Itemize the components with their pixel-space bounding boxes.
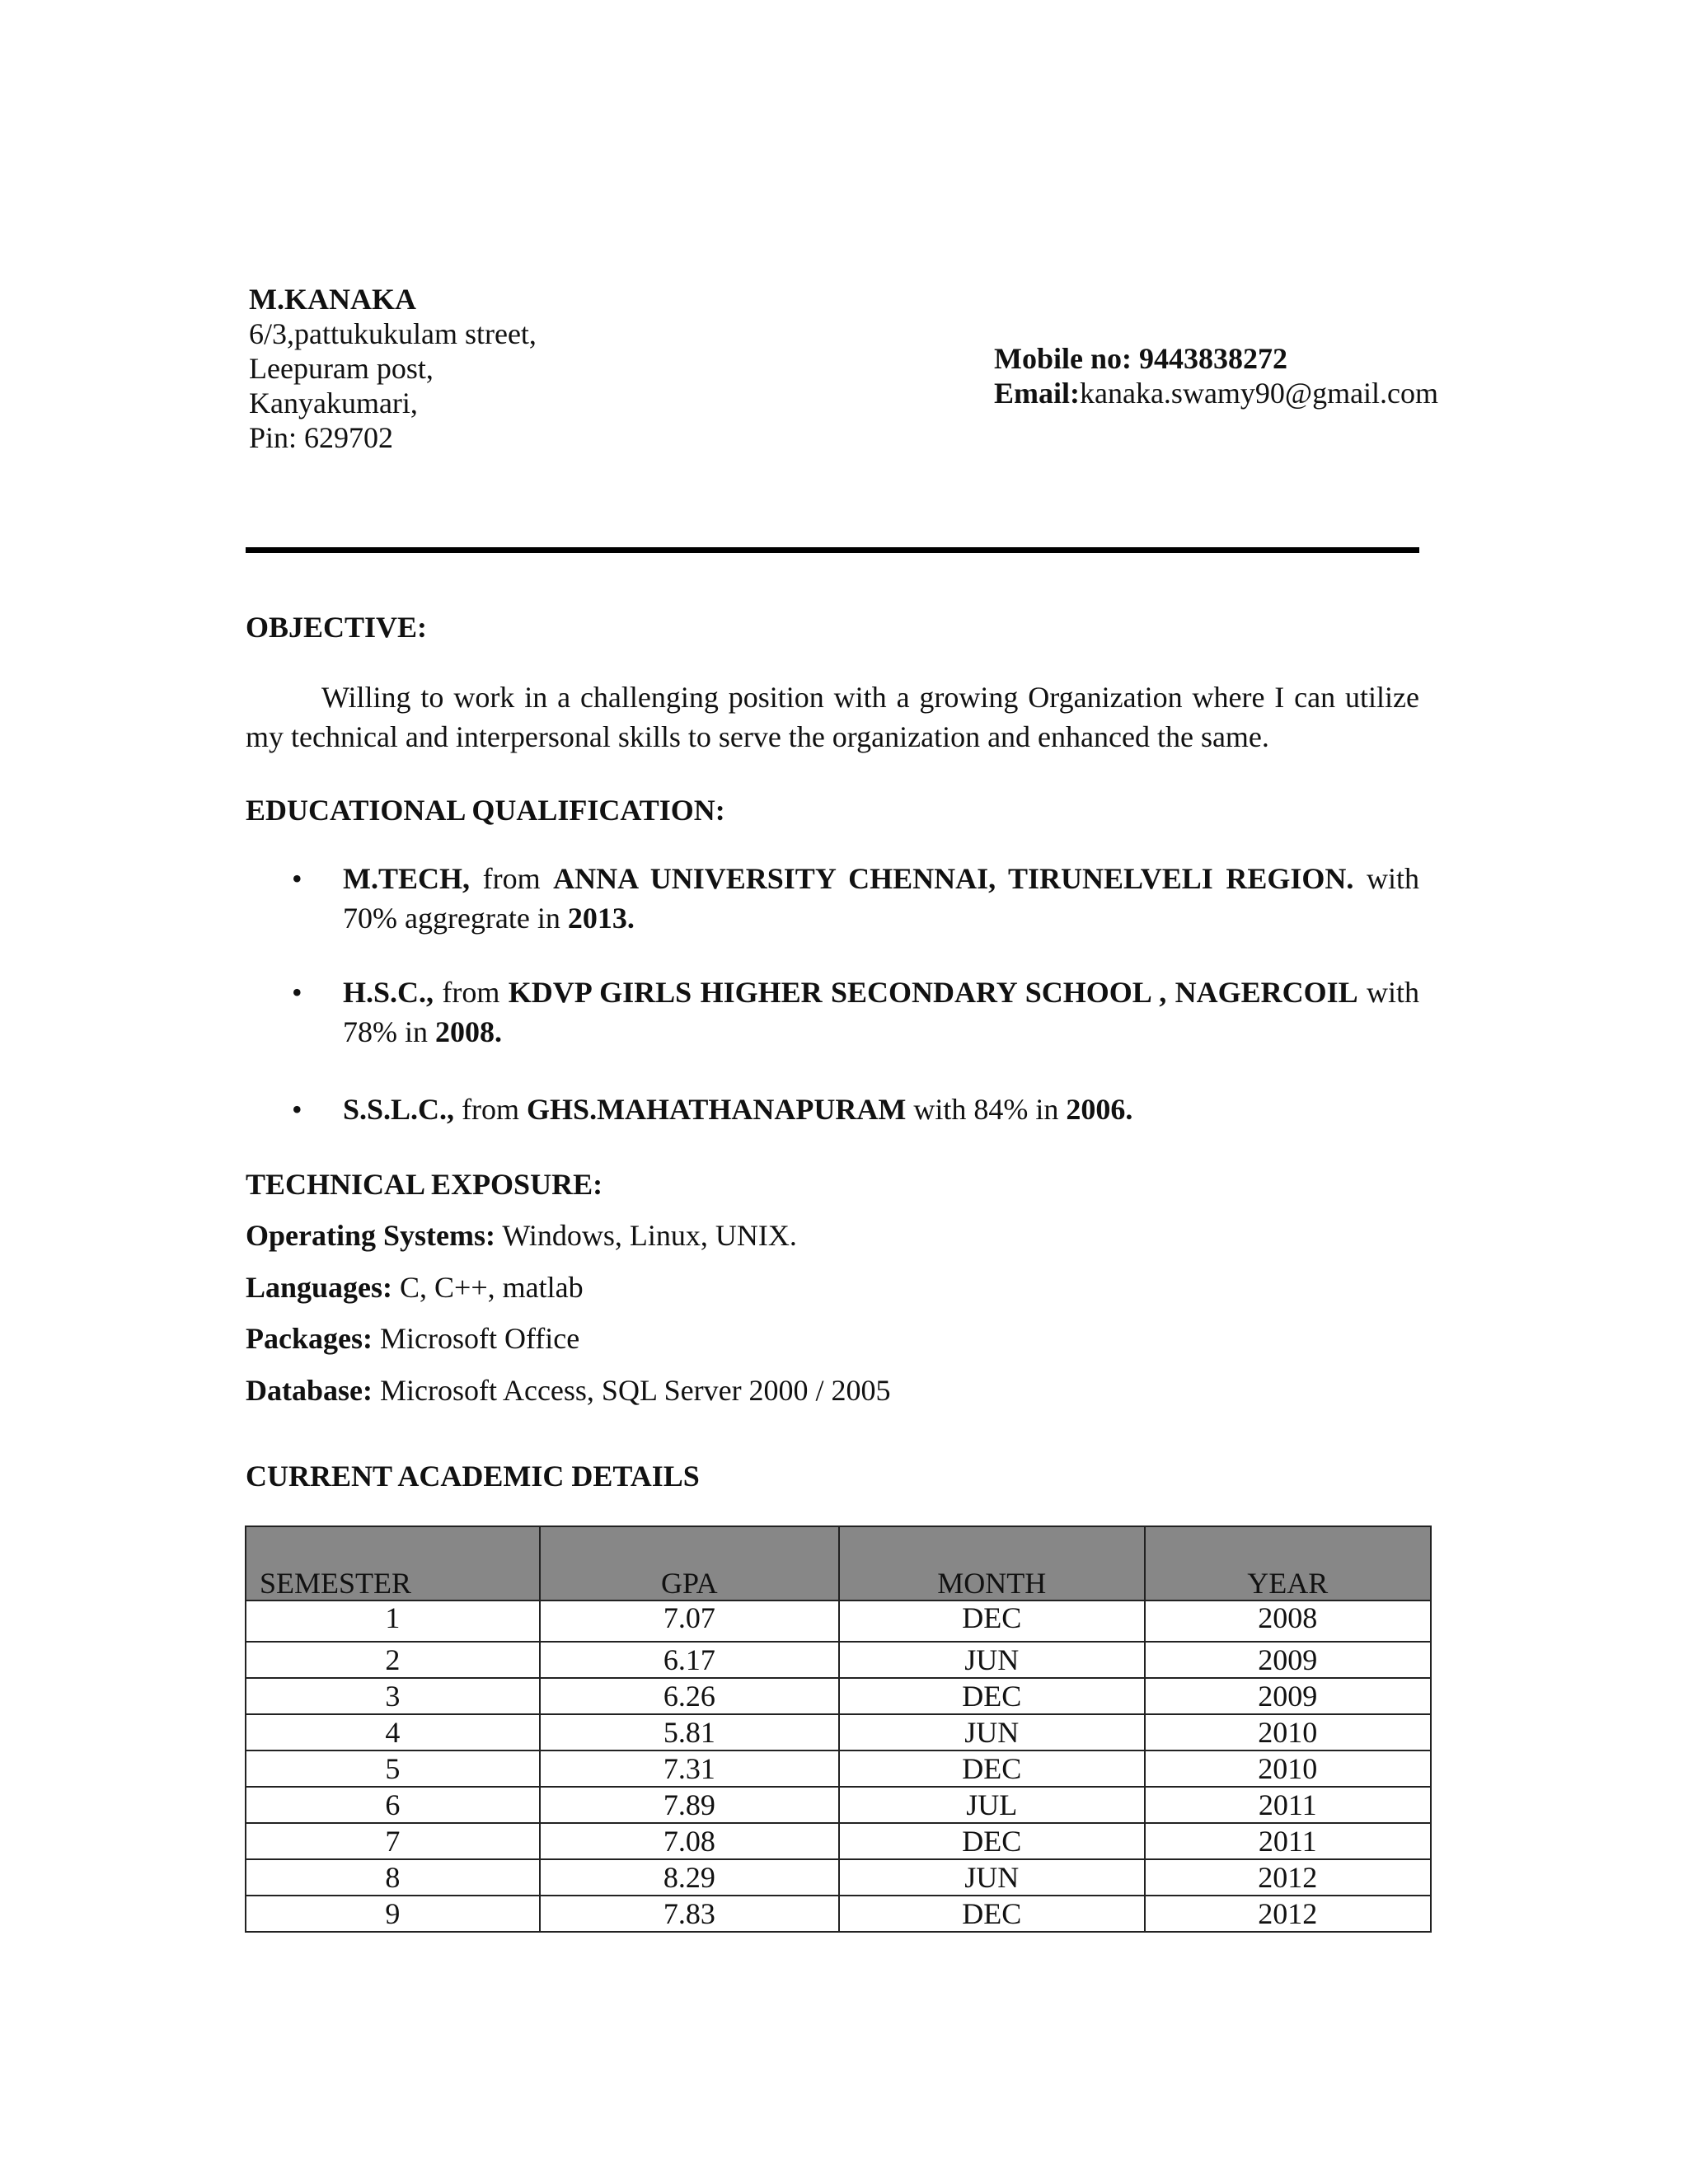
column-header-gpa: GPA: [540, 1526, 839, 1601]
cell-year: 2010: [1145, 1714, 1432, 1750]
degree: M.TECH,: [343, 862, 471, 895]
bullet-icon: •: [292, 862, 302, 895]
table-row: [246, 1787, 1431, 1823]
column-header-semester: SEMESTER: [246, 1526, 540, 1601]
table-row: [246, 1642, 1431, 1678]
education-item-text: [343, 1090, 1419, 1129]
cell-gpa: 5.81: [540, 1714, 839, 1750]
cell-semester: 7: [246, 1823, 540, 1859]
score-text: with 84% in: [906, 1093, 1067, 1126]
cell-month: JUN: [839, 1642, 1144, 1678]
score-text: with 70% aggregrate in: [343, 862, 1419, 935]
cell-gpa: 6.26: [540, 1678, 839, 1714]
tech-value: C, C++, matlab: [392, 1271, 584, 1304]
cell-month: DEC: [839, 1896, 1144, 1932]
cell-gpa: 7.07: [540, 1601, 839, 1642]
cell-gpa: 6.17: [540, 1642, 839, 1678]
cell-month: DEC: [839, 1678, 1144, 1714]
year: 2006.: [1066, 1093, 1133, 1126]
academic-table-body: [246, 1601, 1431, 1932]
cell-semester: 5: [246, 1750, 540, 1787]
cell-year: 2009: [1145, 1642, 1432, 1678]
tech-label: Packages:: [246, 1322, 373, 1355]
cell-month: DEC: [839, 1750, 1144, 1787]
column-header-year: YEAR: [1145, 1526, 1432, 1601]
education-item: [292, 859, 1419, 938]
bullet-icon: •: [292, 976, 302, 1009]
email-label: Email:: [994, 377, 1080, 410]
address-pin: Pin: 629702: [249, 421, 394, 454]
tech-database: [246, 1373, 891, 1408]
degree: H.S.C.,: [343, 976, 434, 1009]
tech-label: Database:: [246, 1374, 373, 1407]
cell-year: 2010: [1145, 1750, 1432, 1787]
cell-gpa: 7.08: [540, 1823, 839, 1859]
from-text: from: [470, 862, 554, 895]
cell-year: 2012: [1145, 1896, 1432, 1932]
cell-semester: 3: [246, 1678, 540, 1714]
cell-gpa: 7.83: [540, 1896, 839, 1932]
tech-value: Windows, Linux, UNIX.: [495, 1219, 797, 1252]
address-line: Leepuram post,: [249, 352, 434, 385]
education-item: [292, 972, 1419, 1052]
email-line: [994, 376, 1438, 410]
education-item: [292, 1090, 1419, 1129]
cell-month: DEC: [839, 1823, 1144, 1859]
academic-heading: CURRENT ACADEMIC DETAILS: [246, 1460, 700, 1493]
institution: ANNA UNIVERSITY CHENNAI, TIRUNELVELI REGION.: [553, 862, 1354, 895]
institution: KDVP GIRLS HIGHER SECONDARY SCHOOL , NAGERCOIL: [508, 976, 1358, 1009]
table-header-row: [246, 1526, 1431, 1601]
mobile-value: 9443838272: [1139, 342, 1287, 375]
tech-label: Operating Systems:: [246, 1219, 495, 1252]
cell-semester: 1: [246, 1601, 540, 1642]
cell-month: JUL: [839, 1787, 1144, 1823]
tech-value: Microsoft Office: [372, 1322, 580, 1355]
cell-semester: 6: [246, 1787, 540, 1823]
from-text: from: [434, 976, 509, 1009]
cell-year: 2009: [1145, 1678, 1432, 1714]
cell-gpa: 8.29: [540, 1859, 839, 1896]
candidate-name: M.KANAKA: [249, 283, 416, 316]
education-item-text: [343, 972, 1419, 1052]
table-row: [246, 1601, 1431, 1642]
table-row: [246, 1859, 1431, 1896]
tech-label: Languages:: [246, 1271, 393, 1304]
cell-year: 2008: [1145, 1601, 1432, 1642]
year: 2013.: [567, 902, 635, 935]
objective-heading: OBJECTIVE:: [246, 611, 428, 644]
column-header-month: MONTH: [839, 1526, 1144, 1601]
tech-languages: [246, 1270, 584, 1305]
tech-packages: [246, 1321, 579, 1356]
tech-operating-systems: [246, 1218, 797, 1253]
institution: GHS.MAHATHANAPURAM: [527, 1093, 907, 1126]
cell-year: 2011: [1145, 1787, 1432, 1823]
cell-semester: 9: [246, 1896, 540, 1932]
academic-table: [245, 1526, 1432, 1933]
contact-block: [994, 341, 1438, 410]
education-item-text: [343, 859, 1419, 938]
table-row: [246, 1750, 1431, 1787]
technical-heading: TECHNICAL EXPOSURE:: [246, 1168, 603, 1201]
cell-semester: 4: [246, 1714, 540, 1750]
cell-semester: 8: [246, 1859, 540, 1896]
score-text: with 78% in: [343, 976, 1419, 1048]
table-row: [246, 1896, 1431, 1932]
address-line: 6/3,pattukukulam street,: [249, 317, 537, 350]
from-text: from: [454, 1093, 528, 1126]
mobile-line: [994, 341, 1438, 376]
cell-year: 2011: [1145, 1823, 1432, 1859]
address-line: Kanyakumari,: [249, 387, 418, 419]
cell-month: JUN: [839, 1714, 1144, 1750]
cell-month: JUN: [839, 1859, 1144, 1896]
objective-text: Willing to work in a challenging position with a growing Organization where I can utilize my technical and interpersonal skills to serve the organization and enhanced the same.: [246, 681, 1419, 753]
bullet-icon: •: [292, 1093, 302, 1126]
table-row: [246, 1714, 1431, 1750]
email-value[interactable]: kanaka.swamy90@gmail.com: [1080, 377, 1439, 410]
address-block: [249, 282, 537, 455]
header-divider: [246, 547, 1419, 553]
education-heading: EDUCATIONAL QUALIFICATION:: [246, 794, 725, 827]
degree: S.S.L.C.,: [343, 1093, 455, 1126]
cell-year: 2012: [1145, 1859, 1432, 1896]
tech-value: Microsoft Access, SQL Server 2000 / 2005: [372, 1374, 891, 1407]
cell-gpa: 7.89: [540, 1787, 839, 1823]
mobile-label: Mobile no:: [994, 342, 1139, 375]
cell-gpa: 7.31: [540, 1750, 839, 1787]
table-row: [246, 1823, 1431, 1859]
cell-semester: 2: [246, 1642, 540, 1678]
year: 2008.: [435, 1015, 502, 1048]
cell-month: DEC: [839, 1601, 1144, 1642]
table-row: [246, 1678, 1431, 1714]
